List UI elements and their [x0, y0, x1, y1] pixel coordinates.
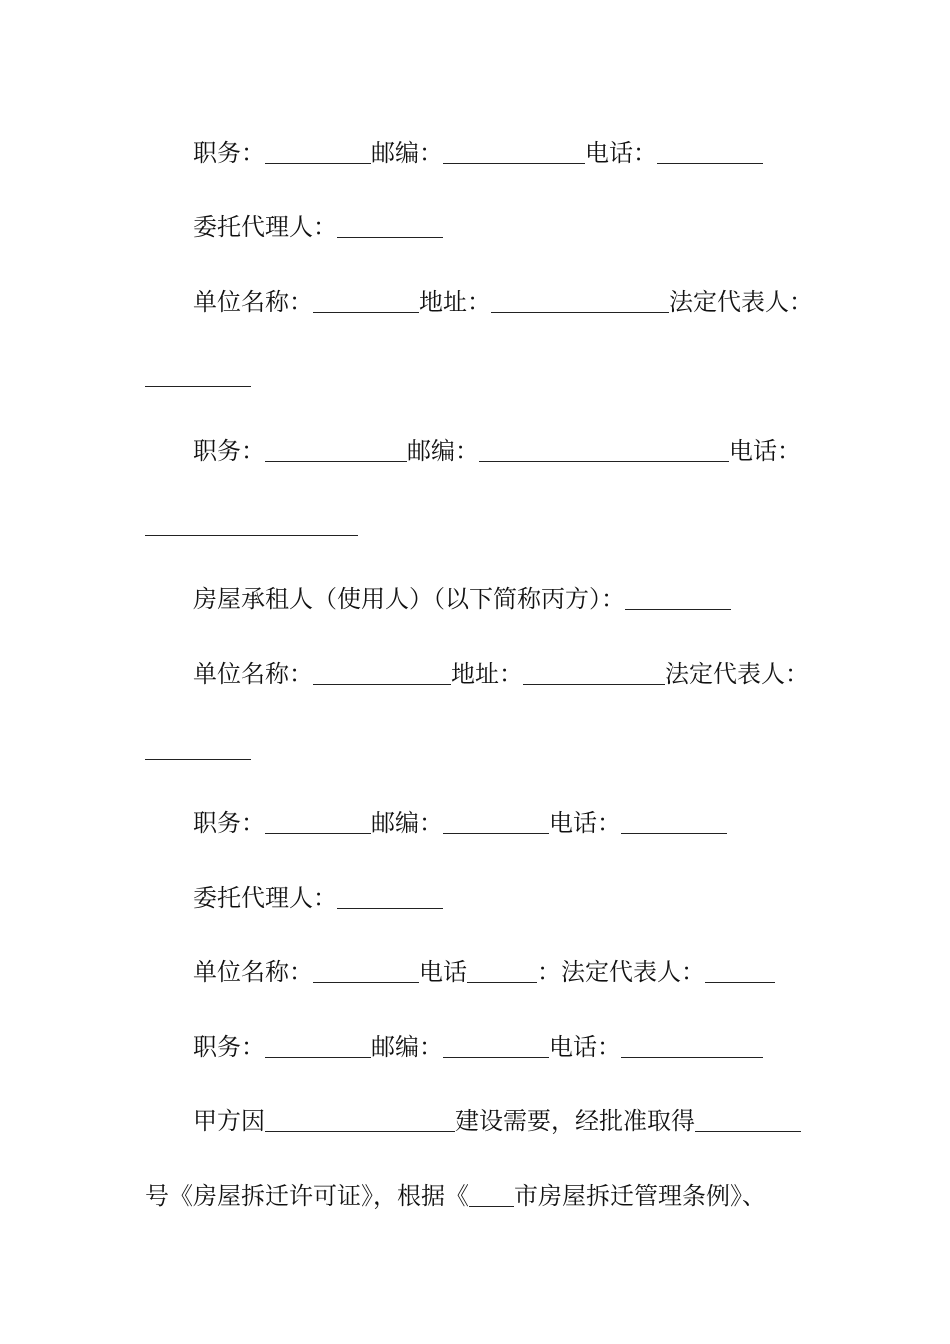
unit-line-3 — [193, 957, 775, 987]
approval-text: 建设需要，经批准取得 — [455, 1107, 695, 1135]
postcode-label: 邮编： — [371, 139, 443, 167]
project-blank[interactable] — [265, 1109, 455, 1132]
tenant-blank[interactable] — [625, 587, 731, 610]
position-blank[interactable] — [265, 811, 371, 834]
postcode-label: 邮编： — [407, 437, 479, 465]
phone-blank[interactable] — [657, 141, 763, 164]
position-line-3 — [193, 808, 727, 838]
position-line-1 — [193, 138, 763, 168]
city-blank[interactable] — [469, 1184, 514, 1207]
position-line-4 — [193, 1032, 763, 1062]
party-a-reason-label: 甲方因 — [193, 1107, 265, 1135]
phone-label: 电话： — [549, 1033, 621, 1061]
position-label: 职务： — [193, 437, 265, 465]
postcode-blank[interactable] — [443, 811, 549, 834]
legal-rep-blank[interactable] — [145, 737, 251, 760]
unit-name-blank[interactable] — [313, 290, 419, 313]
tenant-label: 房屋承租人（使用人）（以下简称丙方）： — [193, 585, 625, 613]
phone-label: 电话 — [419, 958, 467, 986]
address-label: 地址： — [419, 288, 491, 316]
address-blank[interactable] — [523, 662, 665, 685]
position-line-2 — [193, 436, 801, 466]
unit-name-label: 单位名称： — [193, 958, 313, 986]
address-blank[interactable] — [491, 290, 669, 313]
position-blank[interactable] — [265, 141, 371, 164]
legal-rep-blank[interactable] — [705, 960, 775, 983]
postcode-label: 邮编： — [371, 809, 443, 837]
agent-line-2 — [193, 883, 443, 913]
phone-blank[interactable] — [467, 960, 537, 983]
position-blank[interactable] — [265, 1035, 371, 1058]
phone-label: 电话： — [549, 809, 621, 837]
position-label: 职务： — [193, 139, 265, 167]
address-label: 地址： — [451, 660, 523, 688]
phone-continuation — [145, 510, 358, 540]
postcode-blank[interactable] — [443, 1035, 549, 1058]
unit-name-blank[interactable] — [313, 960, 419, 983]
legal-rep-continuation-2 — [145, 734, 251, 764]
permit-line — [145, 1181, 766, 1211]
legal-rep-label: 法定代表人： — [665, 660, 809, 688]
permit-number-blank[interactable] — [695, 1109, 801, 1132]
unit-name-label: 单位名称： — [193, 660, 313, 688]
legal-rep-label: 法定代表人： — [669, 288, 813, 316]
phone-label: 电话： — [729, 437, 801, 465]
agent-blank[interactable] — [337, 215, 443, 238]
position-label: 职务： — [193, 809, 265, 837]
regulation-text: 市房屋拆迁管理条例》、 — [514, 1182, 766, 1210]
tenant-line — [193, 584, 731, 614]
legal-rep-blank[interactable] — [145, 364, 251, 387]
postcode-blank[interactable] — [443, 141, 585, 164]
agent-label: 委托代理人： — [193, 884, 337, 912]
agent-line-1 — [193, 212, 443, 242]
party-a-line — [193, 1106, 801, 1136]
permit-text: 号《房屋拆迁许可证》，根据《 — [145, 1182, 469, 1210]
position-blank[interactable] — [265, 439, 407, 462]
legal-rep-continuation-1 — [145, 361, 251, 391]
unit-name-label: 单位名称： — [193, 288, 313, 316]
agent-label: 委托代理人： — [193, 213, 337, 241]
position-label: 职务： — [193, 1033, 265, 1061]
phone-blank[interactable] — [145, 513, 358, 536]
agent-blank[interactable] — [337, 886, 443, 909]
phone-blank[interactable] — [621, 811, 727, 834]
postcode-label: 邮编： — [371, 1033, 443, 1061]
legal-rep-label: ：法定代表人： — [537, 958, 705, 986]
unit-name-blank[interactable] — [313, 662, 451, 685]
phone-blank[interactable] — [621, 1035, 763, 1058]
phone-label: 电话： — [585, 139, 657, 167]
unit-line-2 — [193, 659, 809, 689]
postcode-blank[interactable] — [479, 439, 729, 462]
unit-line-1 — [193, 287, 813, 317]
